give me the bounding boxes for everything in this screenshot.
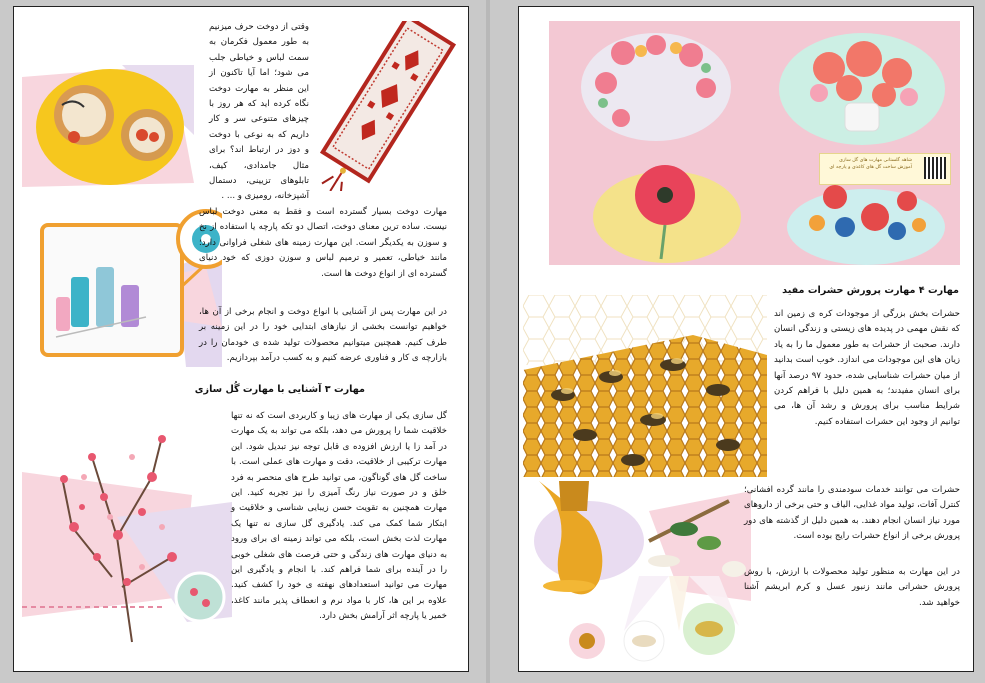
qr-code-icon bbox=[924, 157, 946, 179]
bookmark-illustration bbox=[306, 21, 456, 191]
doily-illustration bbox=[22, 65, 194, 187]
flower-making-paragraph: گل سازی یکی از مهارت های زیبا و کاربردی است که نه تنها خلاقیت شما را پرورش می دهد، بلکه می تواند به یک مهارت در آمد زا یا ارزش افزوده ی قابل توجه نیز تبدیل شود. این مهارت ترکیبی از خلاقیت، دقت و مهارت های عملی است. با ساخت گل های گوناگون، می توانید طرح های منحصر به فرد خلق و در صورت نیاز رنگ آمیزی را نیز تجربه کنید. این مهارت همچنین به تقویت حسن زیبایی شناسی و خلاقیت و ابتکار شما کمک می کند. یادگیری گل سازی نه تنها یک مهارت لذت بخش است، بلکه می تواند زمینه ای برای ورود به دنیای مهارت های زندگی و حتی فرصت های شغلی خوبی را در آینده برای شما فراهم کند. با انجام و یادگیری این مهارت می توانید استعدادهای نهفته ی خود را کشف کنید. علاوه بر این ها، کار با مواد نرم و انعطاف پذیر مانند کاغذ، خمیر یا پارچه اثر آرامش بخش دارد. bbox=[231, 411, 447, 622]
insects-services-paragraph: حشرات می توانند خدمات سودمندی را مانند گرده افشانی؛ کنترل آفات، تولید مواد غذایی، الیاف و حتی برخی از داروهای مورد نیاز انسان انجام دهند. به همین دلیل از گذشته های دور پرورش برخی از انواع حشرات رایج بوده است. bbox=[744, 485, 960, 542]
honey-silkworm-illustration bbox=[529, 481, 751, 665]
honeycomb-bees-image bbox=[523, 295, 767, 477]
paper-flowers-poster bbox=[549, 21, 960, 265]
sewing-benefits-paragraph: در این مهارت پس از آشنایی با انواع دوخت و انجام برخی از آن ها، خواهیم توانست بخشی از نیازهای ابتدایی خود را در این زمینه بر طرف کنیم. همچنین میتوانیم محصولات تولید شده ی خودمان را در بازارچه ی کار و فناوری عرضه کنیم و به کسب درآمد بپردازیم. bbox=[199, 307, 447, 364]
page-gutter bbox=[486, 0, 490, 683]
kusudama-flowers bbox=[787, 179, 945, 265]
blossom-branch-illustration bbox=[22, 417, 232, 647]
flower-vase bbox=[779, 33, 945, 145]
skill-3-heading: مهارت ۳ آشنایی با مهارت گُل سازی bbox=[194, 384, 365, 395]
insects-intro-paragraph: حشرات بخش بزرگی از موجودات کره ی زمین اند که نقش مهمی در پدیده های زیستی و زندگی انسان دارند. صحبت از حشرات به طور معمول ما را به یاد زیان های این موجودات می اندازد. خوب است بدانید از میان حشرات شناسایی شده، حدود ۹۷ درصد آنها برای انسان مفیدند؛ به همین دلیل با فراهم کردن شرایط مناسب برای پرورش و رشد آن ها، می توانیم از وجود این حشرات استفاده کنیم. bbox=[774, 309, 961, 427]
poppy-flower bbox=[593, 161, 741, 263]
right-page bbox=[518, 6, 974, 672]
sewing-description-paragraph: مهارت دوخت بسیار گسترده است و فقط به معنی دوخت لباس نیست. ساده ترین معنای دوخت، اتصال دو تکه پارچه یا استفاده از نخ و سوزن به یکدیگر است. این مهارت زمینه های شغلی فراوانی دارد؛ مانند خیاطی، تعمیر و ترمیم لباس و سوزن دوزی که خود دنیای گسترده ای از انواع دوخت ها است. bbox=[199, 207, 447, 279]
flower-wreath bbox=[581, 33, 731, 141]
sewing-threads-illustration bbox=[36, 207, 222, 367]
skill-4-heading: مهارت ۴ مهارت پرورش حشرات مفید bbox=[782, 285, 959, 296]
left-page bbox=[13, 6, 469, 672]
poster-caption: شاهد گلستانی مهارت های گل سازی آموزش ساخت گل های کاغذی و پارچه ای bbox=[829, 158, 912, 170]
sewing-intro-paragraph: وقتی از دوخت حرف میزنیم به طور معمول فکرمان به سمت لباس و خیاطی جلب می شود؛ اما آیا تاکنون از این منظر به مهارت دوخت نگاه کرده اید که هر روز با چیزهای متنوعی سر و کار داریم که به نوعی با دوخت و دوز در ارتباط اند؟ برای مثال جامدادی، کیف، تابلوهای تزیینی، دستمال آشپزخانه، رومیزی و ... . bbox=[209, 22, 309, 202]
insects-skill-paragraph: در این مهارت به منظور تولید محصولات با ارزش، با روش پرورش حشراتی مانند زنبور عسل و کرم ابریشم آشنا خواهید شد. bbox=[744, 567, 960, 608]
